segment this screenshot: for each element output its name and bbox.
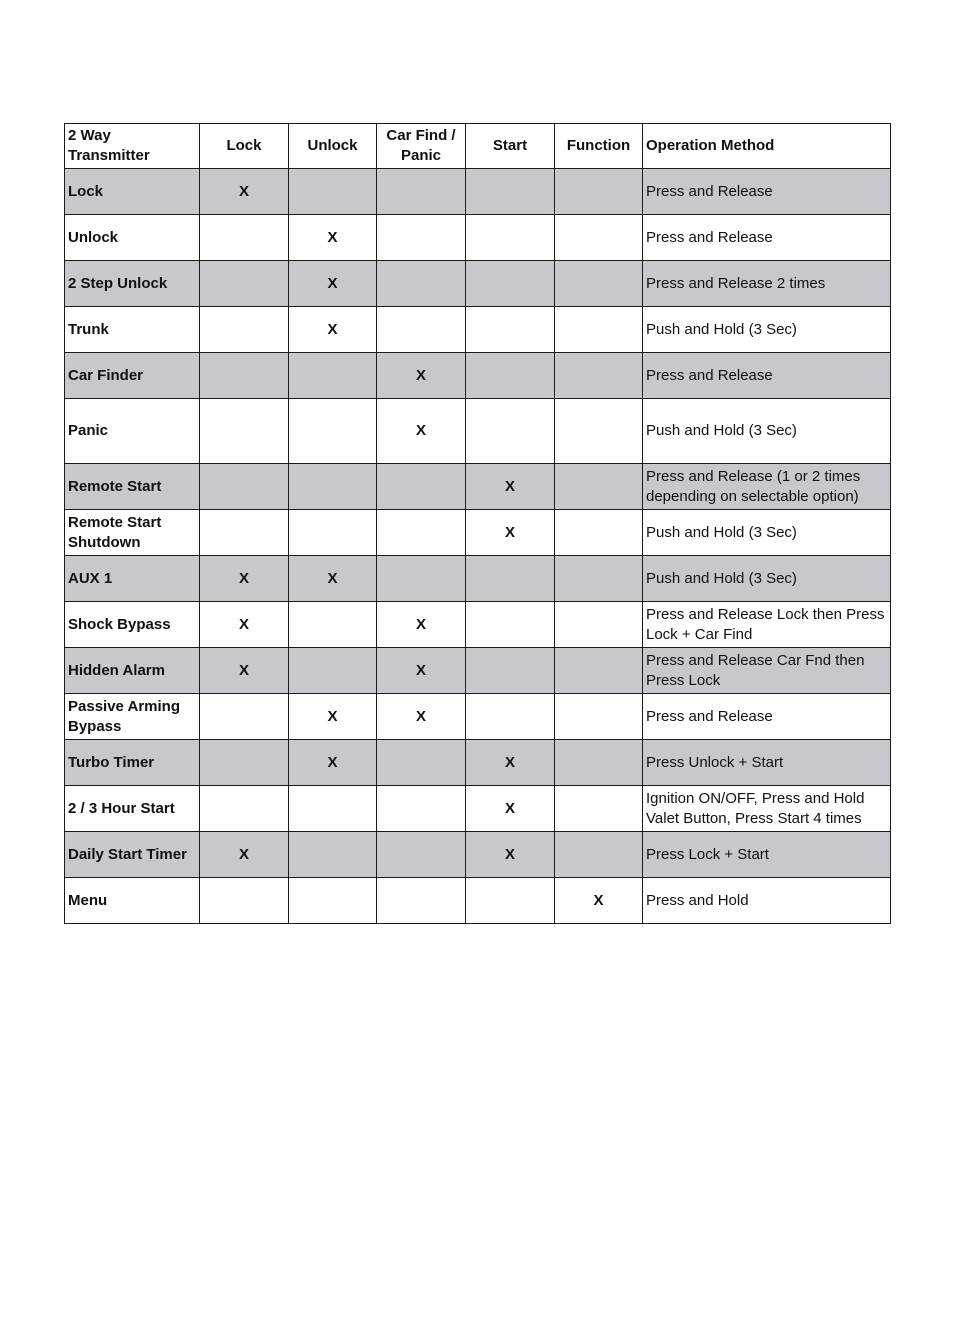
row-operation-method: Press and Release Lock then Press Lock + Car Find — [643, 602, 891, 648]
cell-start — [466, 694, 555, 740]
header-unlock: Unlock — [289, 124, 377, 169]
table-row — [65, 510, 891, 556]
cell-unlock — [289, 832, 377, 878]
cell-function — [555, 399, 643, 464]
row-label: Trunk — [65, 307, 200, 353]
table-row — [65, 215, 891, 261]
header-car-find-panic: Car Find / Panic — [377, 124, 466, 169]
row-label: AUX 1 — [65, 556, 200, 602]
cell-unlock: X — [289, 261, 377, 307]
cell-function — [555, 694, 643, 740]
cell-car-find-panic — [377, 786, 466, 832]
table-row — [65, 307, 891, 353]
table-row — [65, 353, 891, 399]
cell-lock — [200, 786, 289, 832]
cell-function — [555, 215, 643, 261]
cell-lock — [200, 464, 289, 510]
cell-unlock: X — [289, 694, 377, 740]
table-row — [65, 786, 891, 832]
row-label: 2 Step Unlock — [65, 261, 200, 307]
row-label: Remote Start Shutdown — [65, 510, 200, 556]
row-operation-method: Press and Release — [643, 353, 891, 399]
row-label: Daily Start Timer — [65, 832, 200, 878]
table-row — [65, 399, 891, 464]
header-start: Start — [466, 124, 555, 169]
table-row — [65, 261, 891, 307]
cell-car-find-panic — [377, 556, 466, 602]
cell-car-find-panic — [377, 307, 466, 353]
cell-car-find-panic — [377, 169, 466, 215]
cell-function — [555, 556, 643, 602]
cell-unlock — [289, 878, 377, 924]
row-operation-method: Push and Hold (3 Sec) — [643, 399, 891, 464]
cell-function — [555, 510, 643, 556]
row-label: Menu — [65, 878, 200, 924]
cell-lock — [200, 878, 289, 924]
table-row — [65, 556, 891, 602]
cell-start — [466, 307, 555, 353]
cell-lock: X — [200, 648, 289, 694]
cell-car-find-panic — [377, 464, 466, 510]
cell-lock: X — [200, 832, 289, 878]
row-operation-method: Press and Release (1 or 2 times depending on selectable option) — [643, 464, 891, 510]
cell-unlock: X — [289, 215, 377, 261]
cell-function — [555, 648, 643, 694]
row-label: Turbo Timer — [65, 740, 200, 786]
header-lock: Lock — [200, 124, 289, 169]
cell-lock: X — [200, 556, 289, 602]
cell-unlock — [289, 169, 377, 215]
cell-start: X — [466, 464, 555, 510]
table-row — [65, 464, 891, 510]
cell-start: X — [466, 510, 555, 556]
transmitter-operations-table — [64, 123, 891, 924]
cell-unlock — [289, 648, 377, 694]
cell-lock — [200, 215, 289, 261]
cell-function — [555, 353, 643, 399]
row-label: Lock — [65, 169, 200, 215]
cell-start: X — [466, 740, 555, 786]
cell-function — [555, 464, 643, 510]
row-operation-method: Press Lock + Start — [643, 832, 891, 878]
cell-start — [466, 399, 555, 464]
row-operation-method: Press and Release 2 times — [643, 261, 891, 307]
row-label: Unlock — [65, 215, 200, 261]
row-label: Car Finder — [65, 353, 200, 399]
cell-car-find-panic — [377, 510, 466, 556]
row-operation-method: Press and Release — [643, 169, 891, 215]
cell-car-find-panic: X — [377, 602, 466, 648]
table-row — [65, 648, 891, 694]
table-row — [65, 602, 891, 648]
cell-function — [555, 261, 643, 307]
cell-start — [466, 261, 555, 307]
cell-lock — [200, 353, 289, 399]
row-label: Panic — [65, 399, 200, 464]
row-operation-method: Press Unlock + Start — [643, 740, 891, 786]
row-label: Hidden Alarm — [65, 648, 200, 694]
cell-unlock — [289, 602, 377, 648]
header-function: Function — [555, 124, 643, 169]
cell-function — [555, 169, 643, 215]
cell-function — [555, 740, 643, 786]
cell-start — [466, 556, 555, 602]
cell-start — [466, 169, 555, 215]
row-label: Passive Arming Bypass — [65, 694, 200, 740]
cell-lock — [200, 740, 289, 786]
table-row — [65, 169, 891, 215]
cell-start — [466, 878, 555, 924]
cell-unlock — [289, 399, 377, 464]
table-body — [65, 169, 891, 924]
header-transmitter: 2 Way Transmitter — [65, 124, 200, 169]
table-row — [65, 832, 891, 878]
cell-start — [466, 353, 555, 399]
row-operation-method: Push and Hold (3 Sec) — [643, 556, 891, 602]
cell-unlock — [289, 786, 377, 832]
cell-lock — [200, 307, 289, 353]
header-row — [65, 124, 891, 169]
cell-unlock — [289, 510, 377, 556]
cell-unlock — [289, 353, 377, 399]
row-operation-method: Press and Release — [643, 215, 891, 261]
row-operation-method: Press and Release — [643, 694, 891, 740]
row-operation-method: Push and Hold (3 Sec) — [643, 510, 891, 556]
cell-lock: X — [200, 169, 289, 215]
cell-car-find-panic — [377, 740, 466, 786]
cell-start — [466, 215, 555, 261]
cell-unlock: X — [289, 740, 377, 786]
cell-start — [466, 648, 555, 694]
cell-function — [555, 832, 643, 878]
row-label: 2 / 3 Hour Start — [65, 786, 200, 832]
row-operation-method: Press and Hold — [643, 878, 891, 924]
cell-function: X — [555, 878, 643, 924]
row-operation-method: Push and Hold (3 Sec) — [643, 307, 891, 353]
row-operation-method: Press and Release Car Fnd then Press Lock — [643, 648, 891, 694]
table-row — [65, 878, 891, 924]
cell-car-find-panic: X — [377, 353, 466, 399]
cell-car-find-panic: X — [377, 648, 466, 694]
cell-car-find-panic — [377, 261, 466, 307]
cell-lock — [200, 399, 289, 464]
table-row — [65, 694, 891, 740]
cell-unlock: X — [289, 556, 377, 602]
cell-car-find-panic: X — [377, 399, 466, 464]
cell-start — [466, 602, 555, 648]
cell-lock — [200, 510, 289, 556]
cell-lock — [200, 694, 289, 740]
cell-start: X — [466, 786, 555, 832]
cell-car-find-panic — [377, 878, 466, 924]
cell-lock: X — [200, 602, 289, 648]
cell-function — [555, 307, 643, 353]
cell-function — [555, 602, 643, 648]
row-operation-method: Ignition ON/OFF, Press and Hold Valet Button, Press Start 4 times — [643, 786, 891, 832]
cell-car-find-panic — [377, 215, 466, 261]
cell-car-find-panic — [377, 832, 466, 878]
cell-car-find-panic: X — [377, 694, 466, 740]
table-row — [65, 740, 891, 786]
row-label: Shock Bypass — [65, 602, 200, 648]
cell-lock — [200, 261, 289, 307]
cell-unlock — [289, 464, 377, 510]
cell-start: X — [466, 832, 555, 878]
cell-function — [555, 786, 643, 832]
row-label: Remote Start — [65, 464, 200, 510]
cell-unlock: X — [289, 307, 377, 353]
header-operation-method: Operation Method — [643, 124, 891, 169]
